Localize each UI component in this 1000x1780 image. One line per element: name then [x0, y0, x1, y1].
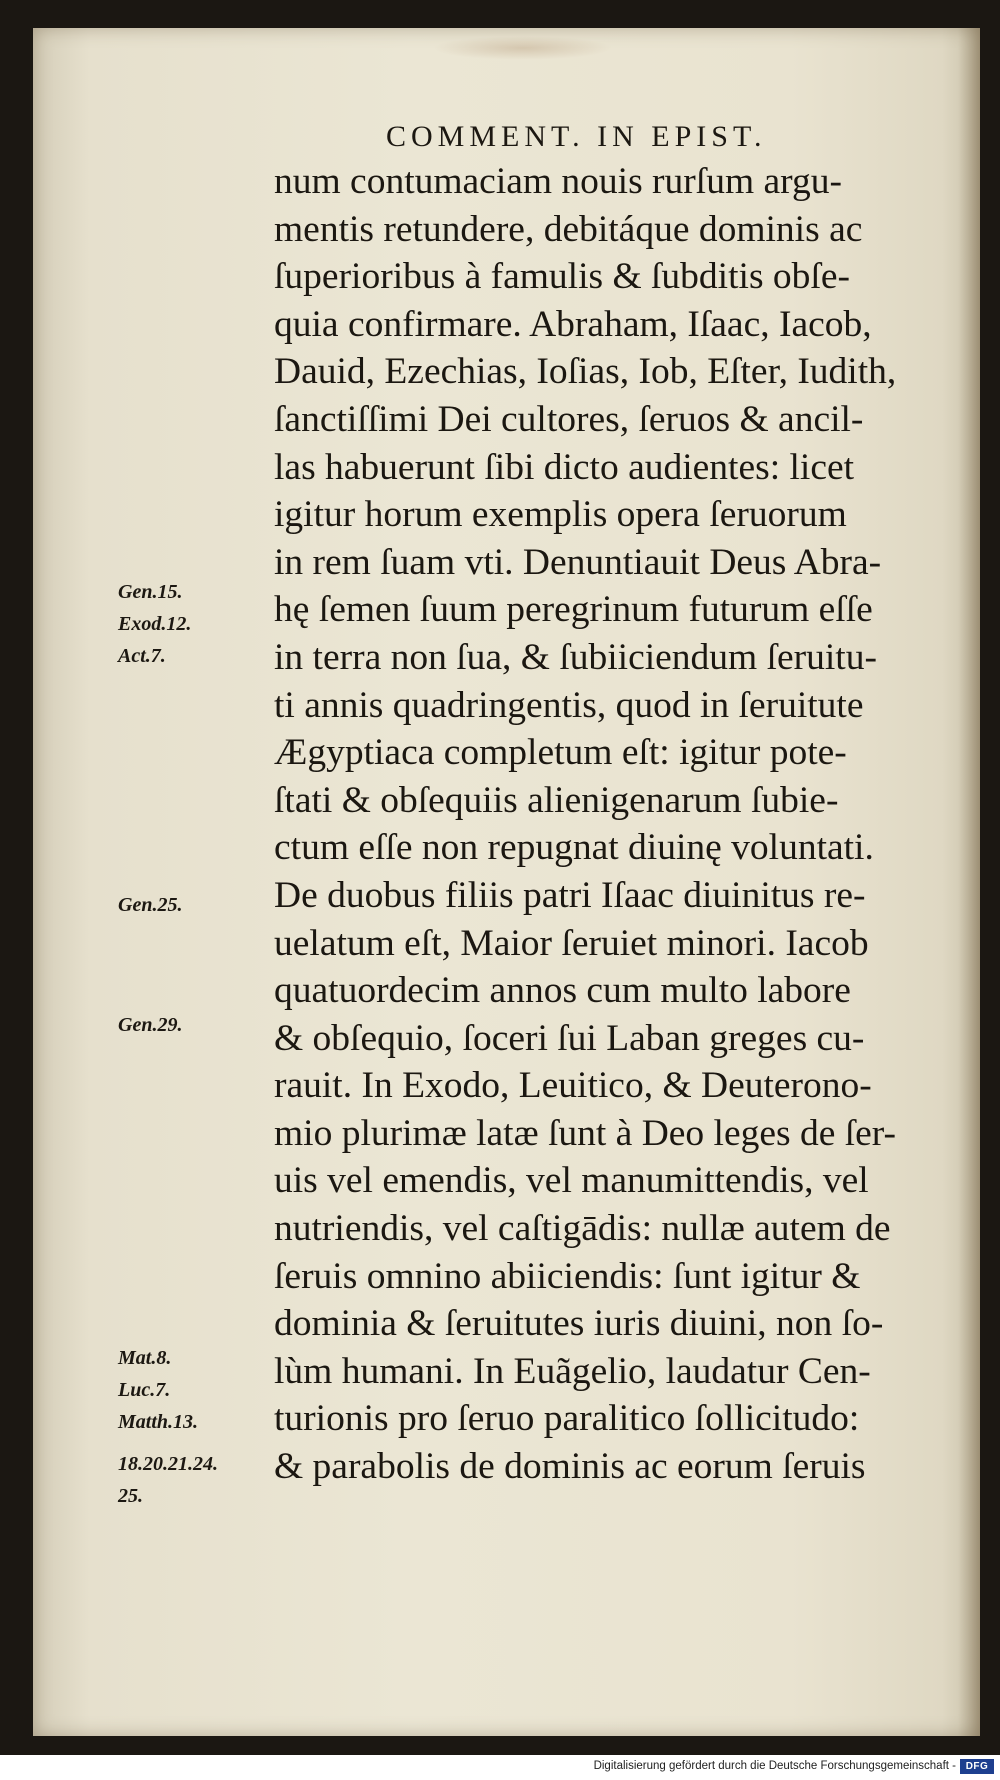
body-line-6: ſanctiſſimi Dei cultores, ſeruos & ancil-: [274, 398, 864, 440]
body-line-7: las habuerunt ſibi dicto audientes: licet: [274, 446, 855, 488]
margin-note: Mat.8.: [118, 1347, 172, 1369]
body-line-18: quatuordecim annos cum multo labore: [274, 970, 851, 1012]
body-line-10: hę ſemen ſuum peregrinum futurum eſſe: [274, 589, 873, 631]
body-line-5: Dauid, Ezechias, Ioſias, Iob, Eſter, Iudith,: [274, 351, 897, 393]
body-line-27: turionis pro ſeruo paralitico ſollicitudo:: [274, 1398, 860, 1440]
body-line-24: ſeruis omnino abiiciendis: ſunt igitur &: [274, 1255, 861, 1297]
margin-note: 18.20.21.24.: [118, 1453, 218, 1475]
body-line-9: in rem ſuam vti. Denuntiauit Deus Abra-: [274, 541, 882, 583]
body-line-28: & parabolis de dominis ac eorum ſeruis: [274, 1446, 866, 1488]
page-stain: [433, 36, 613, 60]
page-edge-shadow: [958, 28, 980, 1736]
body-line-12: ti annis quadringentis, quod in ſeruitute: [274, 684, 864, 726]
body-line-15: ctum eſſe non repugnat diuinę voluntati.: [274, 827, 874, 869]
body-line-23: nutriendis, vel caſtigādis: nullæ autem de: [274, 1208, 891, 1250]
body-line-20: rauit. In Exodo, Leuitico, & Deuterono-: [274, 1065, 872, 1107]
body-line-14: ſtati & obſequiis alienigenarum ſubie-: [274, 779, 839, 821]
margin-note: Gen.15.: [118, 581, 183, 603]
margin-note: 25.: [118, 1485, 143, 1507]
body-line-17: uelatum eſt, Maior ſeruiet minori. Iacob: [274, 922, 869, 964]
body-line-22: uis vel emendis, vel manumittendis, vel: [274, 1160, 869, 1202]
body-line-1: num contumaciam nouis rurſum argu-: [274, 161, 842, 202]
body-line-16: De duobus filiis patri Iſaac diuinitus re-: [274, 874, 866, 916]
digitization-footer: [0, 1755, 1000, 1780]
body-line-25: dominia & ſeruitutes iuris diuini, non ſo-: [274, 1303, 884, 1345]
margin-note: Exod.12.: [118, 613, 192, 635]
dfg-logo: DFG: [960, 1759, 994, 1774]
body-line-13: Ægyptiaca completum eſt: igitur pote-: [274, 732, 847, 774]
body-line-26: lùm humani. In Euãgelio, laudatur Cen-: [274, 1350, 871, 1392]
body-line-3: ſuperioribus à famulis & ſubditis obſe-: [274, 256, 850, 298]
body-line-8: igitur horum exemplis opera ſeruorum: [274, 494, 847, 536]
body-line-4: quia confirmare. Abraham, Iſaac, Iacob,: [274, 303, 872, 345]
margin-note: Matth.13.: [118, 1411, 199, 1433]
body-text: [274, 158, 954, 1491]
body-line-11: in terra non ſua, & ſubiiciendum ſeruitu-: [274, 636, 877, 678]
body-line-2: mentis retundere, debitáque dominis ac: [274, 208, 863, 250]
body-line-19: & obſequio, ſoceri ſui Laban greges cu-: [274, 1017, 865, 1059]
margin-note: Act.7.: [118, 645, 166, 667]
margin-note: Gen.29.: [118, 1014, 183, 1036]
margin-note: Gen.25.: [118, 894, 183, 916]
body-line-21: mio plurimæ latæ ſunt à Deo leges de ſer-: [274, 1112, 897, 1154]
funding-credit: Digitalisierung gefördert durch die Deutsche Forschungsgemeinschaft -: [593, 1760, 956, 1772]
running-header: COMMENT. IN EPIST.: [386, 120, 767, 153]
margin-note: Luc.7.: [118, 1379, 171, 1401]
